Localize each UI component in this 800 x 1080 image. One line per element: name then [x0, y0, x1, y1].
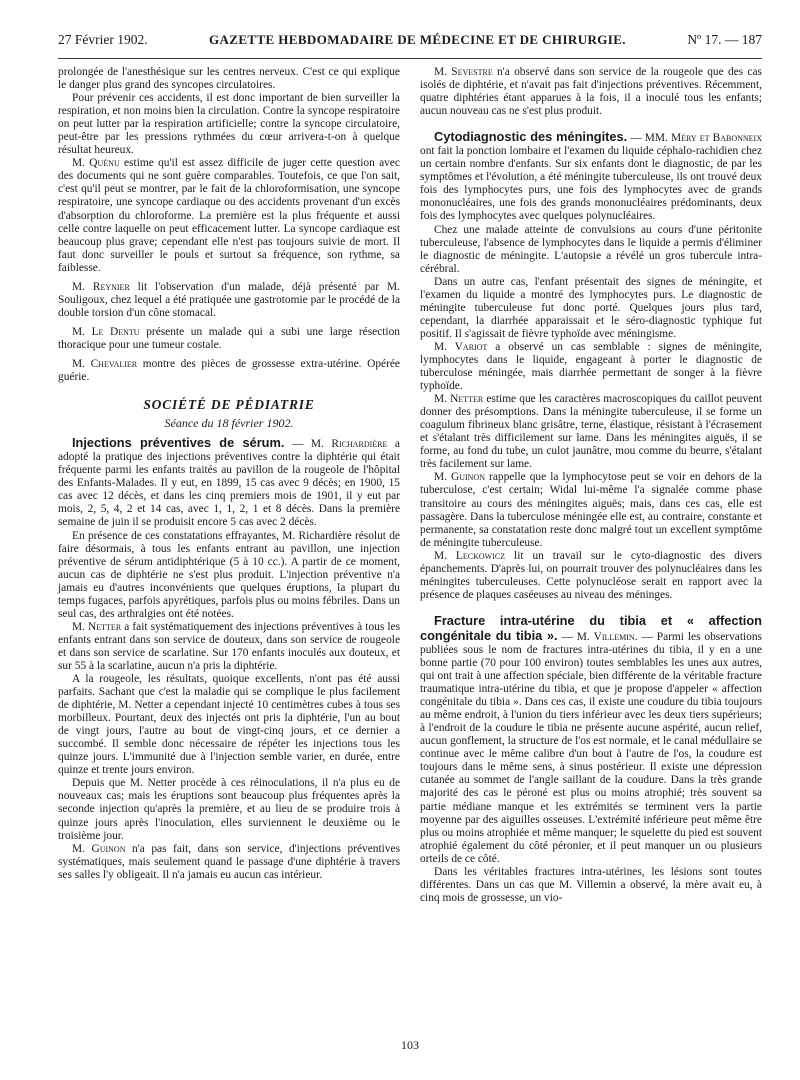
paragraph: En présence de ces constatations effrayantes, M. Richardière résolut de faire désormais, à tous les enfants entrant au pavillon, une injection préventive de sérum antidiphtérique (5 à 10 cc.). A partir de ce moment, aucun cas de diphtérie ne s'est plus produit. L'injection préventive n'a jamais eu d'autres inconvénients que quelques éruptions, la plupart du temps fugaces, parfois apyrétiques, parfois plus ou moins fébriles. Dans un seul cas, des arthralgies ont été notées.	[58, 529, 400, 620]
paragraph: Pour prévenir ces accidents, il est donc important de bien surveiller la respiration, et non moins bien la circulation. Contre la syncope respiratoire on peut lutter par la respiration artificielle; contre la syncope circulatoire, peut-être par les pressions rythmées du cœur arrivera-t-on à quelque résultat heureux.	[58, 92, 400, 157]
paragraph	[420, 614, 762, 866]
header-rule	[58, 58, 762, 59]
speaker-name: M. Netter	[434, 393, 484, 406]
paragraph	[58, 621, 400, 673]
paragraph	[420, 393, 762, 471]
paragraph-text: estime qu'il est assez difficile de juger cette question avec des documents qui ne sont guère comparables. Toutefois, ce que l'on sait, c'est qu'il peut se montrer, par le fait de la chloroformisation, une syncope respiratoire, une syncope cardiaque ou des accidents provenant d'un excès d'absorption du chloroforme. La première est la plus fréquente et aussi celle contre laquelle on peut efficacement lutter. La syncope cardiaque est beaucoup plus grave; cependant elle n'est pas toujours suivie de mort. Il faut donc surveiller le pouls et surtout sa fréquence, son rythme, sa faiblesse.	[58, 157, 400, 274]
heading-separator: — MM.	[627, 132, 671, 145]
page-folio: 103	[401, 1038, 419, 1052]
speaker-name: M. Quénu	[72, 157, 120, 170]
paragraph: A la rougeole, les résultats, quoique excellents, n'ont pas été aussi parfaits. Sachant que c'est la maladie qui se complique le plus facilement de diphtérie, M. Netter a cependant injecté 10 centimètres cubes à tous ses morbilleux. Pourtant, deux des injectés ont pris la diphtérie, l'un au bout de vingt jours, l'autre au bout de vingt-cinq jours, et ce dernier a succombé. Il semble donc nécessaire de répéter les injections tous les quinze jours. L'immunité due à l'injection semble varier, en durée, entre quinze et trente jours environ.	[58, 673, 400, 777]
heading-separator: — M.	[557, 630, 594, 643]
paragraph-text: n'a pas fait, dans son service, d'injections préventives systématiques, mais seulement quand le passage d'une diphtérie à travers ses salles l'y obligeait. Il n'a jamais eu aucun cas intérieur.	[58, 842, 401, 881]
journal-title: GAZETTE HEBDOMADAIRE DE MÉDECINE ET DE CHIRURGIE.	[208, 32, 626, 47]
heading-separator: — M.	[284, 438, 332, 451]
paragraph-text: lit l'observation d'un malade, déjà présenté par M. Souligoux, chez lequel a été pratiquée une gastrotomie par le procédé de la double torsion d'un cône stomacal.	[58, 280, 400, 319]
paragraph-text: présente un malade qui a subi une large résection thoracique pour une tumeur costale.	[58, 325, 400, 351]
speaker-name: M. Reynier	[72, 280, 130, 293]
paragraph	[58, 436, 400, 529]
paragraph-text: — Parmi les observations publiées sous le nom de fractures intra-utérines du tibia, il y en a une bonne partie (70 pour 100 environ) toutes semblables les unes aux autres, qui ont trait à une affection spéciale, bien différente de la véritable fracture traumatique intra-utérine du tibia, et que je propose d'appeler « affection congénitale du tibia ». Dans ces cas, il existe une coudure du tibia toujours au même endroit, à l'union du tiers inférieur avec les deux tiers supérieurs; à l'endroit de la coudure le tibia ne présente aucune aspérité, aucun relief, aucun gonflement, la structure de l'os est normale, et le canal médullaire se continue avec le même calibre d'un bout à l'autre de l'os, la coudure est toujours dans le même sens, à sinus postérieur. Il existe une dépression cutanée au sommet de l'angle saillant de la coudure. Dans la très grande majorité des cas le péroné est plus ou moins atrophié; très souvent sa partie médiane manque et les extrémités se terminent vers la partie moyenne par des aiguilles osseuses. L'extrémité inférieure peut même être plus ou moins atrophiée et même manquer; le squelette du pied est souvent atrophié également du côté péronier, et il peut manquer un ou plusieurs orteils de ce côté.	[420, 630, 762, 865]
running-header	[58, 26, 762, 52]
speaker-name: Villemin.	[593, 630, 638, 643]
speaker-name: M. Guinon	[434, 471, 485, 484]
paragraph-text: ont fait la ponction lombaire et l'examen du liquide céphalo-rachidien chez un certain nombre d'enfants. Sur six enfants dont le diagnostic, de par les symptômes et l'évolution, a été méningite tuberculeuse, ils ont trouvé deux fois des lymphocytes purs, une fois des lymphocytes avec de grands mononucléaires, une fois des grands mononucléaires prédominants, deux fois des lymphocytes avec quelques polynucléaires.	[420, 145, 762, 223]
header-date: 27 Février 1902.	[58, 31, 148, 47]
paragraph-text: lit un travail sur le cyto-diagnostic des divers épanchements. D'après lui, on pourrait trouver des polynucléaires dans les méningites tuberculeuses. Cette polynucléose serait en rapport avec la présence de plaques caséeuses au niveau des méninges.	[420, 549, 762, 601]
paragraph	[58, 157, 400, 274]
paragraph	[420, 550, 762, 602]
article-heading: Fracture intra-utérine du tibia et « affection congénitale du tibia ».	[420, 612, 762, 643]
paragraph	[58, 281, 400, 320]
paragraph	[420, 130, 762, 223]
paragraph	[58, 843, 400, 882]
session-date: Séance du 18 février 1902.	[164, 416, 294, 431]
article-heading: Injections préventives de sérum.	[72, 435, 285, 451]
paragraph: Depuis que M. Netter procède à ces réinoculations, il n'a plus eu de nouveaux cas; mais les éruptions sont beaucoup plus fréquentes après la seconde injection qu'après la première, et au lieu de se produire trois à quinze jours après l'inoculation, elles surviennent le deuxième ou le troisième jour.	[58, 777, 400, 842]
speaker-name: M. Chevalier	[72, 357, 138, 370]
speaker-name: M. Sevestre	[434, 66, 493, 78]
paragraph	[58, 326, 400, 352]
speaker-name: M. Leckowicz	[434, 549, 506, 562]
speaker-name: M. Le Dentu	[72, 325, 140, 338]
paragraph	[420, 471, 762, 549]
journal-page	[58, 26, 762, 1056]
speaker-name: Richardière	[331, 438, 388, 451]
paragraph	[420, 66, 762, 118]
paragraph-text: rappelle que la lymphocytose peut se voir en dehors de la tuberculose, c'est certain; Widal lui-même l'a signalée comme phase transitoire au cours des méningites aiguës; mais, dans ces cas, elle est passagère. Dans la tuberculose méningée elle est, au contraire, constante et permanente, sa constatation reste donc malgré tout un excellent symptôme de méningite tuberculeuse.	[420, 471, 762, 549]
section-title: SOCIÉTÉ DE PÉDIATRIE	[143, 397, 315, 413]
paragraph: Dans les véritables fractures intra-utérines, les lésions sont toutes différentes. Dans un cas que M. Villemin a observé, la mère avait eu, à cinq mois de grossesse, un vio-	[420, 865, 762, 904]
right-column	[420, 66, 762, 905]
paragraph-text: a fait systématiquement des injections préventives à tous les enfants entrant dans son service de douteux, dans son service de rougeole et dans son service de scarlatine. Sur 170 enfants inoculés aux douteux, et sur 55 à la scarlatine, aucun n'a pris la diphtérie.	[58, 620, 400, 672]
speaker-name: M. Guinon	[72, 842, 126, 855]
paragraph	[420, 341, 762, 393]
speaker-name: Méry et Babonneix	[670, 132, 763, 145]
article-heading: Cytodiagnostic des méningites.	[434, 129, 628, 145]
section-heading	[58, 398, 400, 430]
paragraph-text: montre des pièces de grossesse extra-utérine. Opérée guérie.	[58, 357, 400, 384]
speaker-name: M. Variot	[434, 340, 488, 353]
paragraph: prolongée de l'anesthésique sur les centres nerveux. C'est ce qui explique le danger plus grand des syncopes circulatoires.	[58, 66, 400, 92]
left-column	[58, 66, 400, 882]
paragraph	[58, 358, 400, 384]
paragraph: Dans un autre cas, l'enfant présentait des signes de méningite, et l'examen du liquide a montré des lymphocytes purs. Le diagnostic de méningite tuberculeuse fut donc porté. Quelques jours plus tard, cependant, la diarrhée apparaissait et le séro-diagnostic typhique fut positif. Il s'agissait de fièvre typhoïde avec méningisme.	[420, 275, 762, 340]
paragraph-text: n'a observé dans son service de la rougeole que des cas isolés de diphtérie, et n'avait pas fait d'injections préventives. Récemment, quatre diphtéries étant apparues à la fois, il a inoculé tous les enfants; aucun nouveau cas ne s'est plus produit.	[420, 66, 762, 118]
paragraph-text: estime que les caractères macroscopiques du caillot peuvent donner des présomptions. Dans la méningite tuberculeuse, il se forme un coagulum fibrineux blanc grisâtre, terne, élastique, résistant à l'écrasement et s'étalant très difficilement sur lame. Dans les méningites aiguës, il se forme, au fond du tube, un culot jaunâtre, mou comme du beurre, s'étalant très facilement sur lame.	[420, 393, 762, 471]
paragraph-text: a observé un cas semblable : signes de méningite, lymphocytes dans le liquide, engageant à porter le diagnostic de tuberculose méningée, mais diarrhée permettant de songer à la fièvre typhoïde.	[420, 340, 762, 393]
paragraph: Chez une malade atteinte de convulsions au cours d'une péritonite tuberculeuse, l'absence de lymphocytes dans le liquide a permis d'éliminer le diagnostic de méningite. L'autopsie a révélé un gros tubercule intra-cérébral.	[420, 223, 762, 275]
speaker-name: M. Netter	[72, 620, 122, 633]
paragraph-text: a adopté la pratique des injections préventives contre la diphtérie qui était fréquente parmi les enfants traités au pavillon de la rougeole de l'hôpital des Enfants-Malades. Il y eut, en 1899, 15 cas avec 9 décès; en 1900, 15 cas avec 12 décès, et dans les cinq premiers mois de 1901, il y eut par mois, 2, 5, 4, 2 et 14 cas, avec 1, 1, 2, 1 et 8 décès. Dans la première semaine de juin il se produisit encore 5 cas avec 2 décès.	[58, 438, 400, 529]
header-issue-page: Nº 17. — 187	[687, 31, 762, 47]
